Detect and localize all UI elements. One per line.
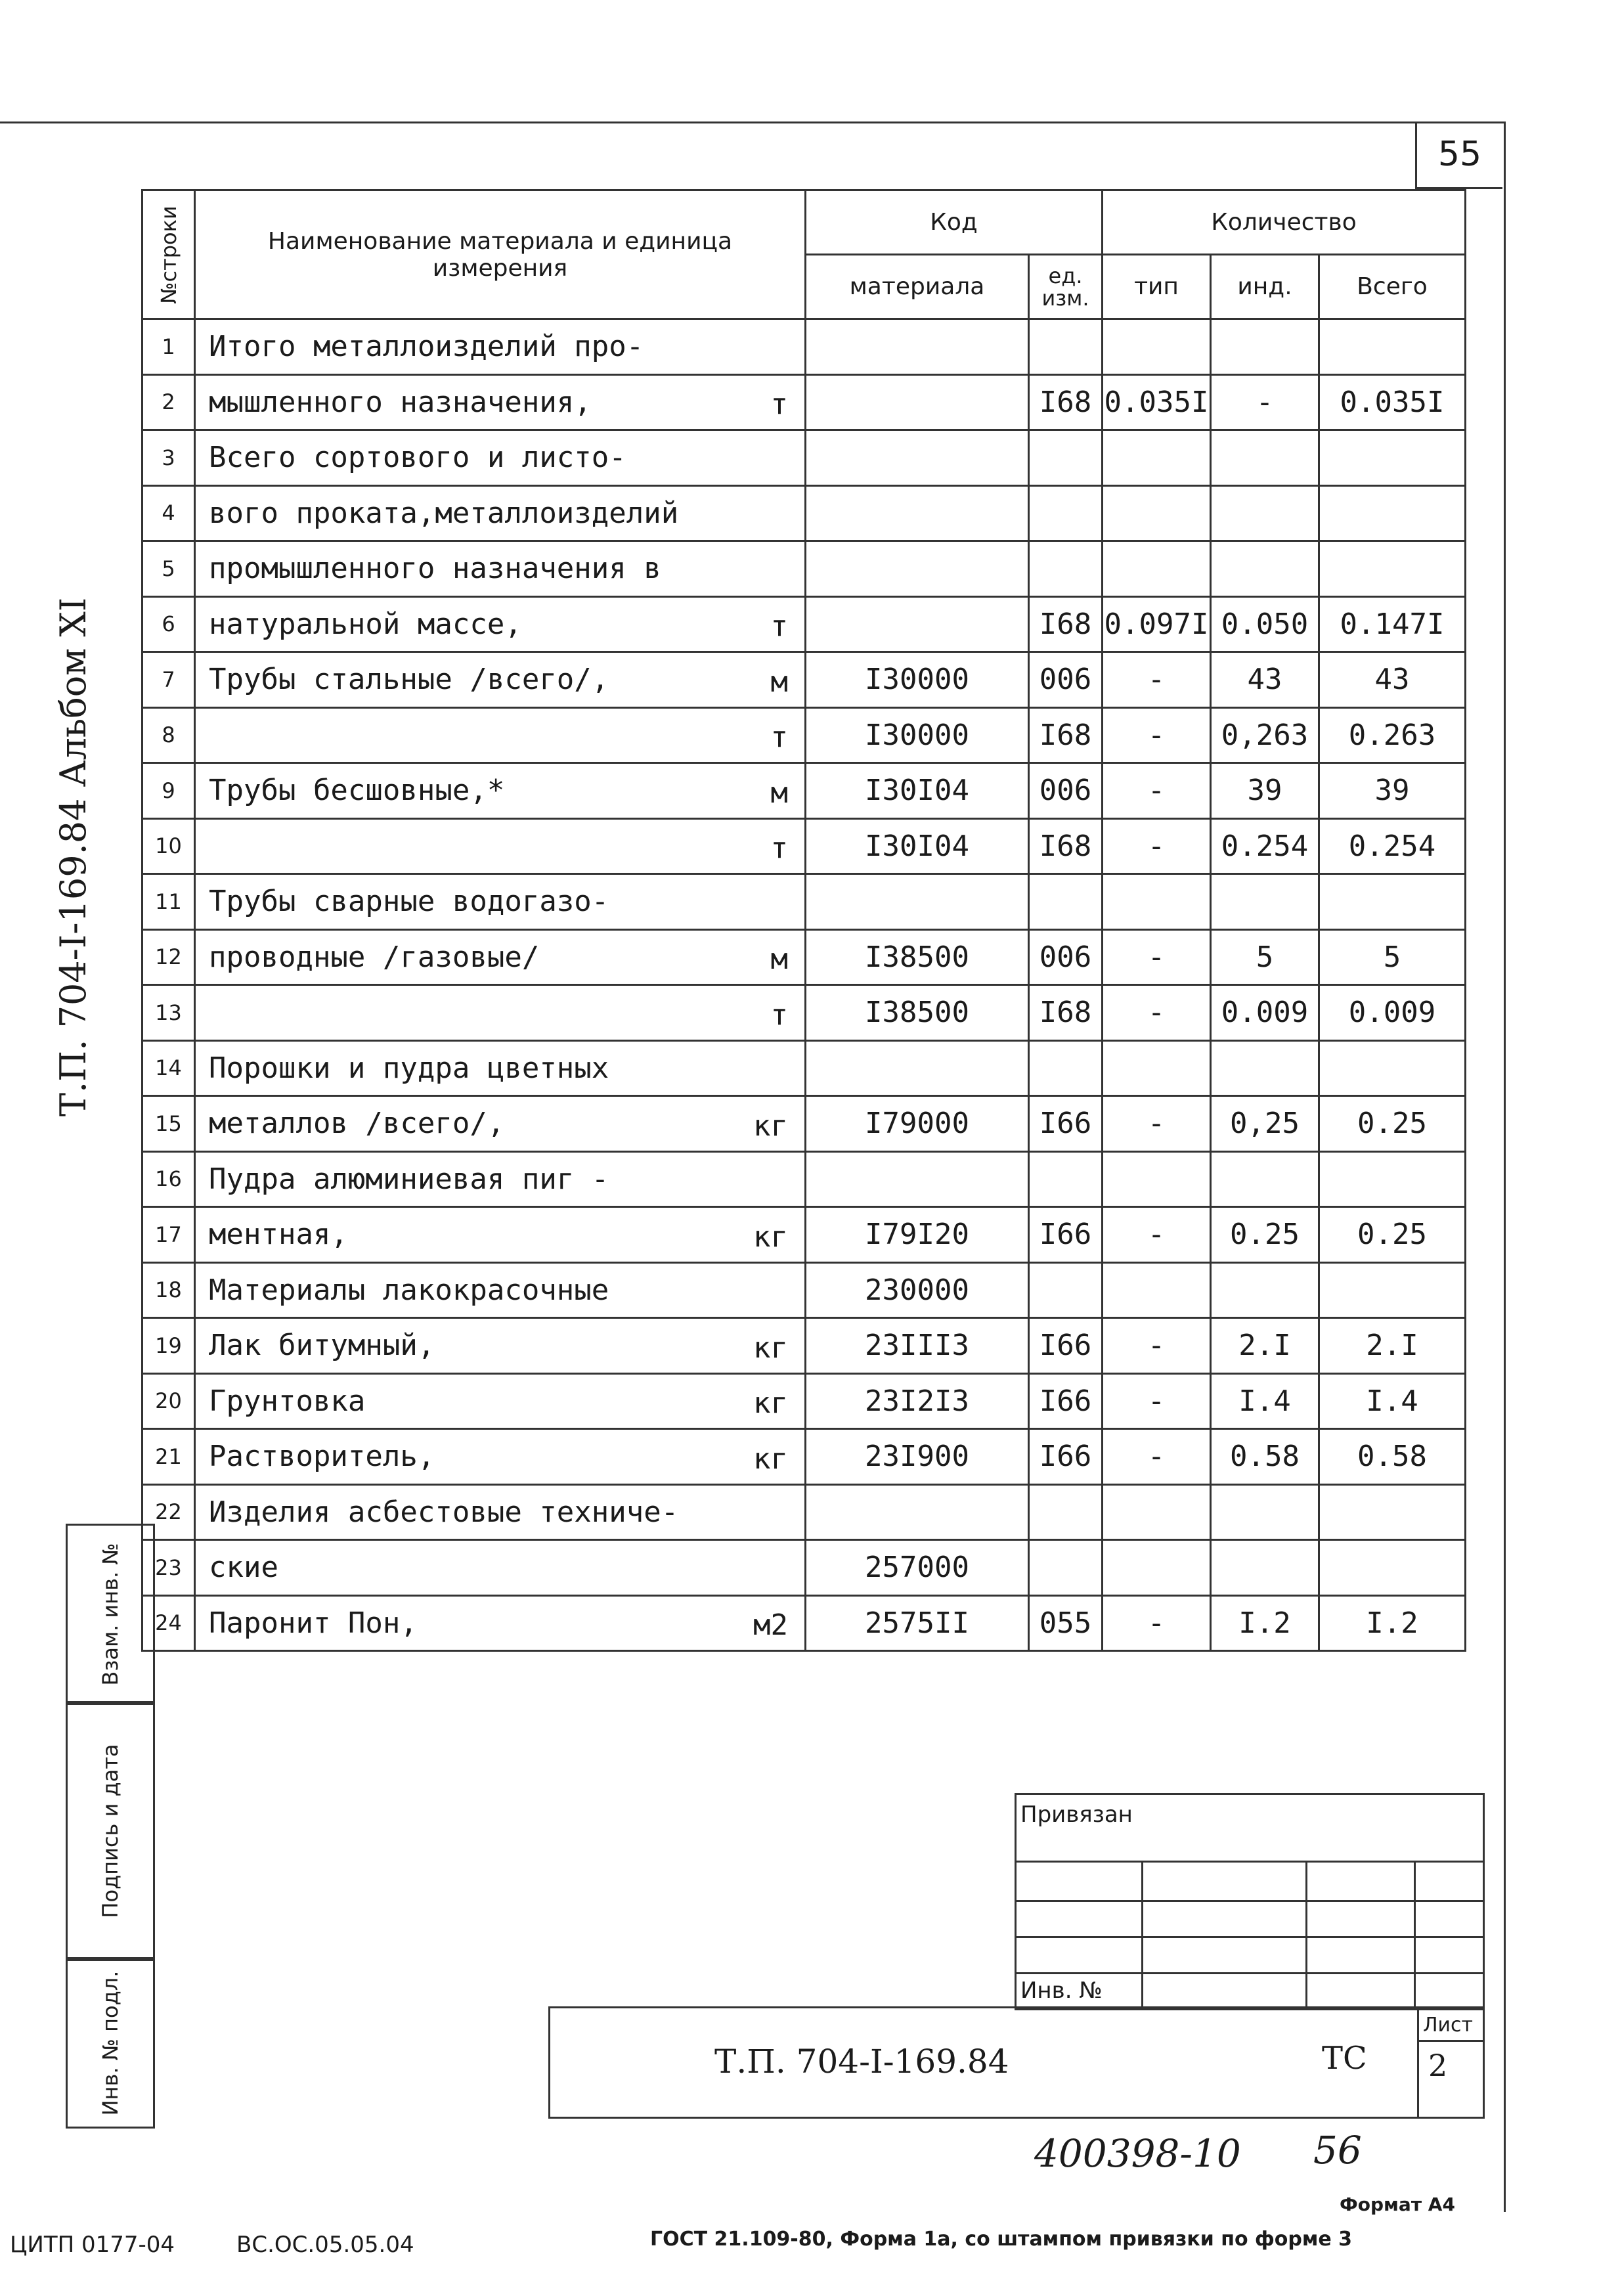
- qty-total: 0.009: [1319, 985, 1466, 1041]
- table-row: [142, 707, 1466, 763]
- material-code: 257000: [806, 1540, 1029, 1596]
- unit-code: [1029, 1262, 1103, 1318]
- row-number: 10: [142, 818, 195, 874]
- qty-total: 0.147I: [1319, 596, 1466, 652]
- document-code: Т.П. 704-I-169.84: [714, 2042, 1009, 2081]
- title-stamp: [548, 2006, 1485, 2119]
- material-code: [806, 596, 1029, 652]
- material-name-text: Всего сортового и листо-: [209, 441, 626, 475]
- row-number: 7: [142, 652, 195, 708]
- qty-ind: [1211, 1151, 1319, 1207]
- table-row: [142, 485, 1466, 541]
- table-row: [142, 1318, 1466, 1374]
- header-quantity: Количество: [1103, 190, 1466, 255]
- material-name: [195, 1262, 806, 1318]
- material-code: [806, 1484, 1029, 1540]
- qty-type: -: [1103, 707, 1211, 763]
- qty-total: [1319, 1151, 1466, 1207]
- side-box-inv: Инв. № подл.: [66, 1957, 155, 2129]
- qty-type: 0.097I: [1103, 596, 1211, 652]
- unit-code: [1029, 1151, 1103, 1207]
- table-row: [142, 596, 1466, 652]
- unit-code: I66: [1029, 1096, 1103, 1152]
- qty-type: -: [1103, 652, 1211, 708]
- material-name: [195, 1096, 806, 1152]
- row-number: 9: [142, 763, 195, 819]
- sheet-label: Лист: [1423, 2014, 1474, 2037]
- unit-code: I68: [1029, 707, 1103, 763]
- material-name-text: Пудра алюминиевая пиг -: [209, 1162, 609, 1196]
- material-name-text: Изделия асбестовые техниче-: [209, 1495, 679, 1529]
- unit-label: т: [770, 998, 788, 1032]
- unit-label: кг: [753, 1109, 788, 1143]
- row-number: 12: [142, 929, 195, 985]
- qty-total: 39: [1319, 763, 1466, 819]
- unit-label: м: [770, 942, 788, 976]
- qty-ind: [1211, 1484, 1319, 1540]
- header-code: Код: [806, 190, 1103, 255]
- materials-table: [141, 189, 1466, 1652]
- material-name-text: натуральной массе,: [209, 607, 522, 641]
- table-row: [142, 818, 1466, 874]
- material-code: [806, 1151, 1029, 1207]
- row-number: 19: [142, 1318, 195, 1374]
- qty-total: 0.25: [1319, 1096, 1466, 1152]
- qty-type: -: [1103, 1318, 1211, 1374]
- qty-type: [1103, 1540, 1211, 1596]
- unit-code: [1029, 1484, 1103, 1540]
- material-name: [195, 1429, 806, 1485]
- qty-ind: -: [1211, 374, 1319, 430]
- side-title: Т.П. 704-I-169.84 Альбом XI: [53, 597, 94, 1116]
- material-name-text: Паронит Пон,: [209, 1606, 418, 1640]
- page-number: 55: [1415, 121, 1502, 189]
- material-name-text: металлов /всего/,: [209, 1107, 505, 1141]
- header-code-material: материала: [806, 255, 1029, 319]
- material-code: I30000: [806, 652, 1029, 708]
- qty-type: [1103, 430, 1211, 486]
- qty-total: [1319, 1262, 1466, 1318]
- material-name: [195, 1373, 806, 1429]
- material-name-text: Трубы сварные водогазо-: [209, 885, 609, 919]
- unit-code: [1029, 541, 1103, 597]
- material-code: 2575II: [806, 1595, 1029, 1651]
- material-code: I38500: [806, 985, 1029, 1041]
- material-name: [195, 1207, 806, 1263]
- qty-total: 0.254: [1319, 818, 1466, 874]
- qty-type: [1103, 1262, 1211, 1318]
- material-name-text: Трубы стальные /всего/,: [209, 663, 609, 697]
- material-name-text: мышленного назначения,: [209, 385, 592, 419]
- qty-ind: [1211, 541, 1319, 597]
- row-number: 6: [142, 596, 195, 652]
- row-number: 23: [142, 1540, 195, 1596]
- unit-label: м: [770, 665, 788, 699]
- material-name: [195, 929, 806, 985]
- unit-code: I66: [1029, 1318, 1103, 1374]
- unit-code: I66: [1029, 1207, 1103, 1263]
- row-number: 4: [142, 485, 195, 541]
- table-row: [142, 1540, 1466, 1596]
- qty-ind: [1211, 1540, 1319, 1596]
- table-row: [142, 1096, 1466, 1152]
- qty-type: -: [1103, 1373, 1211, 1429]
- qty-ind: 0.009: [1211, 985, 1319, 1041]
- qty-ind: 2.I: [1211, 1318, 1319, 1374]
- unit-code: I66: [1029, 1373, 1103, 1429]
- handwritten-number: 400398-10: [1034, 2131, 1241, 2176]
- unit-label: кг: [753, 1220, 788, 1254]
- material-code: 230000: [806, 1262, 1029, 1318]
- table-row: [142, 1207, 1466, 1263]
- unit-label: т: [770, 831, 788, 865]
- side-box-podpis: Подпись и дата: [66, 1701, 155, 1961]
- material-name: [195, 1595, 806, 1651]
- material-name: [195, 596, 806, 652]
- qty-type: -: [1103, 763, 1211, 819]
- unit-label: м2: [753, 1608, 788, 1642]
- material-name: [195, 319, 806, 375]
- row-number: 22: [142, 1484, 195, 1540]
- unit-code: 006: [1029, 929, 1103, 985]
- material-name-text: Грунтовка: [209, 1384, 366, 1418]
- row-number: 2: [142, 374, 195, 430]
- sheet-value: 2: [1428, 2048, 1448, 2083]
- qty-ind: [1211, 485, 1319, 541]
- unit-code: I66: [1029, 1429, 1103, 1485]
- material-code: [806, 374, 1029, 430]
- row-number: 1: [142, 319, 195, 375]
- qty-type: -: [1103, 1595, 1211, 1651]
- header-qty-type: тип: [1103, 255, 1211, 319]
- qty-type: [1103, 319, 1211, 375]
- unit-label: м: [770, 776, 788, 810]
- material-code: [806, 874, 1029, 930]
- unit-code: [1029, 874, 1103, 930]
- unit-code: 006: [1029, 763, 1103, 819]
- material-code: 23I900: [806, 1429, 1029, 1485]
- unit-label: т: [770, 609, 788, 643]
- material-name-text: Итого металлоизделий про-: [209, 330, 644, 364]
- qty-ind: 43: [1211, 652, 1319, 708]
- material-code: [806, 485, 1029, 541]
- qty-type: 0.035I: [1103, 374, 1211, 430]
- unit-label: т: [770, 387, 788, 421]
- row-number: 5: [142, 541, 195, 597]
- row-number: 16: [142, 1151, 195, 1207]
- format-label: Формат А4: [1340, 2194, 1455, 2215]
- unit-label: кг: [753, 1442, 788, 1476]
- table-row: [142, 1040, 1466, 1096]
- qty-total: [1319, 485, 1466, 541]
- material-name-text: проводные /газовые/: [209, 940, 540, 974]
- qty-ind: 0.254: [1211, 818, 1319, 874]
- footer-code-2: ВС.ОС.05.05.04: [236, 2232, 414, 2258]
- qty-total: [1319, 319, 1466, 375]
- material-name-text: Материалы лакокрасочные: [209, 1273, 609, 1307]
- material-code: I30I04: [806, 763, 1029, 819]
- qty-total: [1319, 541, 1466, 597]
- material-code: I30000: [806, 707, 1029, 763]
- material-code: 23I2I3: [806, 1373, 1029, 1429]
- header-qty-ind: инд.: [1211, 255, 1319, 319]
- qty-total: 5: [1319, 929, 1466, 985]
- qty-total: 0.035I: [1319, 374, 1466, 430]
- table-row: [142, 319, 1466, 375]
- unit-code: 006: [1029, 652, 1103, 708]
- unit-code: I68: [1029, 818, 1103, 874]
- header-qty-total: Всего: [1319, 255, 1466, 319]
- table-row: [142, 652, 1466, 708]
- material-name-text: вого проката,металлоизделий: [209, 496, 679, 530]
- material-name: [195, 1540, 806, 1596]
- sheet-cell: [1417, 2008, 1485, 2117]
- unit-code: I68: [1029, 985, 1103, 1041]
- table-row: [142, 1484, 1466, 1540]
- row-number: 17: [142, 1207, 195, 1263]
- material-name: [195, 652, 806, 708]
- qty-ind: [1211, 1040, 1319, 1096]
- qty-type: [1103, 485, 1211, 541]
- qty-type: -: [1103, 929, 1211, 985]
- material-name: [195, 374, 806, 430]
- table-row: [142, 874, 1466, 930]
- row-number: 15: [142, 1096, 195, 1152]
- qty-total: [1319, 1540, 1466, 1596]
- row-number: 13: [142, 985, 195, 1041]
- material-name: [195, 874, 806, 930]
- qty-total: 0.25: [1319, 1207, 1466, 1263]
- unit-label: т: [770, 720, 788, 754]
- qty-ind: 0,263: [1211, 707, 1319, 763]
- qty-ind: [1211, 1262, 1319, 1318]
- material-name-text: Трубы бесшовные,*: [209, 774, 505, 808]
- qty-total: I.4: [1319, 1373, 1466, 1429]
- qty-type: [1103, 874, 1211, 930]
- material-name: [195, 1040, 806, 1096]
- qty-total: I.2: [1319, 1595, 1466, 1651]
- row-number: 8: [142, 707, 195, 763]
- material-name-text: промышленного назначения в: [209, 552, 661, 586]
- material-name: [195, 430, 806, 486]
- material-code: [806, 541, 1029, 597]
- qty-ind: 0.25: [1211, 1207, 1319, 1263]
- row-number: 3: [142, 430, 195, 486]
- row-number: 14: [142, 1040, 195, 1096]
- material-code: [806, 1040, 1029, 1096]
- side-box-vzam: Взам. инв. №: [66, 1524, 155, 1705]
- material-name-text: ские: [209, 1551, 278, 1585]
- qty-total: [1319, 874, 1466, 930]
- table-row: [142, 374, 1466, 430]
- qty-total: 2.I: [1319, 1318, 1466, 1374]
- unit-code: [1029, 485, 1103, 541]
- qty-ind: [1211, 430, 1319, 486]
- qty-total: [1319, 1040, 1466, 1096]
- binding-label: Привязан: [1020, 1801, 1133, 1828]
- unit-label: кг: [753, 1386, 788, 1420]
- qty-total: 0.58: [1319, 1429, 1466, 1485]
- table-row: [142, 541, 1466, 597]
- material-name-text: ментная,: [209, 1218, 348, 1252]
- material-code: [806, 430, 1029, 486]
- qty-ind: 0.58: [1211, 1429, 1319, 1485]
- qty-ind: 0,25: [1211, 1096, 1319, 1152]
- handwritten-page: 56: [1313, 2128, 1362, 2173]
- qty-ind: 39: [1211, 763, 1319, 819]
- inv-number-label: Инв. №: [1020, 1977, 1103, 2004]
- qty-ind: [1211, 319, 1319, 375]
- table-row: [142, 929, 1466, 985]
- table-row: [142, 985, 1466, 1041]
- table-row: [142, 1595, 1466, 1651]
- header-material-name: Наименование материала и единица измерения: [195, 190, 806, 319]
- qty-type: [1103, 1151, 1211, 1207]
- footer-code: ЦИТП 0177-04: [10, 2232, 175, 2258]
- material-code: I38500: [806, 929, 1029, 985]
- unit-code: I68: [1029, 596, 1103, 652]
- unit-code: I68: [1029, 374, 1103, 430]
- qty-type: [1103, 1040, 1211, 1096]
- material-name: [195, 1151, 806, 1207]
- qty-ind: I.4: [1211, 1373, 1319, 1429]
- unit-code: 055: [1029, 1595, 1103, 1651]
- qty-total: 43: [1319, 652, 1466, 708]
- unit-code: [1029, 430, 1103, 486]
- material-name: [195, 763, 806, 819]
- material-name-text: Лак битумный,: [209, 1329, 435, 1363]
- footer-gost: ГОСТ 21.109-80, Форма 1а, со штампом привязки по форме 3: [650, 2228, 1353, 2251]
- qty-type: [1103, 541, 1211, 597]
- header-row-number: №строки: [142, 190, 195, 319]
- unit-code: [1029, 1040, 1103, 1096]
- row-number: 20: [142, 1373, 195, 1429]
- qty-type: [1103, 1484, 1211, 1540]
- row-number: 18: [142, 1262, 195, 1318]
- table-row: [142, 1262, 1466, 1318]
- binding-stamp: [1015, 1793, 1485, 2010]
- header-code-unit: ед. изм.: [1029, 255, 1103, 319]
- material-code: 23III3: [806, 1318, 1029, 1374]
- qty-type: -: [1103, 1429, 1211, 1485]
- material-code: I79I20: [806, 1207, 1029, 1263]
- qty-total: [1319, 430, 1466, 486]
- table-row: [142, 1373, 1466, 1429]
- qty-ind: 5: [1211, 929, 1319, 985]
- unit-label: кг: [753, 1331, 788, 1365]
- material-name: [195, 485, 806, 541]
- material-name: [195, 1318, 806, 1374]
- row-number: 11: [142, 874, 195, 930]
- document-mark: ТС: [1322, 2040, 1367, 2077]
- qty-total: [1319, 1484, 1466, 1540]
- table-row: [142, 1429, 1466, 1485]
- material-name-text: Порошки и пудра цветных: [209, 1051, 609, 1085]
- qty-ind: 0.050: [1211, 596, 1319, 652]
- table-row: [142, 1151, 1466, 1207]
- material-name: [195, 1484, 806, 1540]
- qty-ind: [1211, 874, 1319, 930]
- qty-ind: I.2: [1211, 1595, 1319, 1651]
- unit-code: [1029, 1540, 1103, 1596]
- material-name: [195, 707, 806, 763]
- qty-total: 0.263: [1319, 707, 1466, 763]
- table-row: [142, 430, 1466, 486]
- qty-type: -: [1103, 1207, 1211, 1263]
- qty-type: -: [1103, 985, 1211, 1041]
- qty-type: -: [1103, 1096, 1211, 1152]
- qty-type: -: [1103, 818, 1211, 874]
- table-row: [142, 763, 1466, 819]
- material-name: [195, 541, 806, 597]
- material-code: [806, 319, 1029, 375]
- material-code: I30I04: [806, 818, 1029, 874]
- row-number: 21: [142, 1429, 195, 1485]
- material-name: [195, 985, 806, 1041]
- row-number: 24: [142, 1595, 195, 1651]
- material-code: I79000: [806, 1096, 1029, 1152]
- material-name: [195, 818, 806, 874]
- unit-code: [1029, 319, 1103, 375]
- material-name-text: Растворитель,: [209, 1440, 435, 1474]
